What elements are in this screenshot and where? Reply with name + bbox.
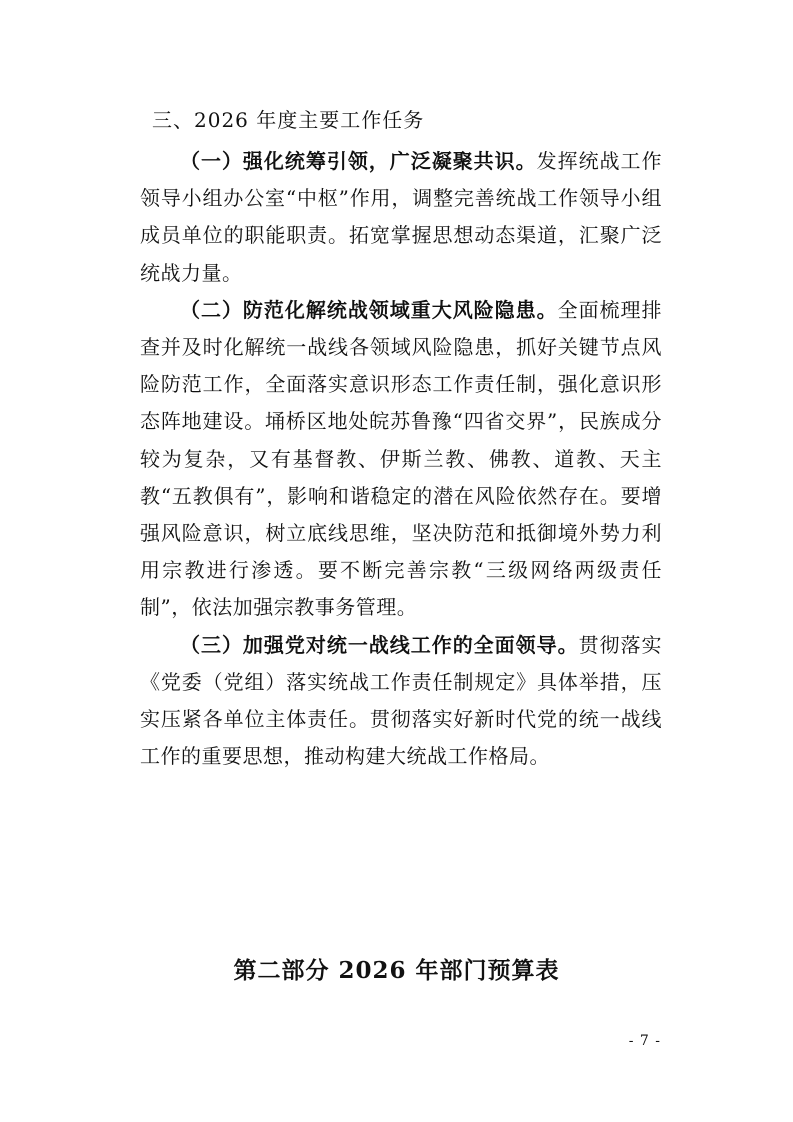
page-number: - 7 - — [628, 1033, 661, 1049]
paragraph-1 — [140, 143, 662, 292]
paragraph-1-body: 发挥统战工作领导小组办公室“中枢”作用，调整完善统战工作领导小组成员单位的职能职责。拓宽掌握思想动态渠道，汇聚广泛统战力量。 — [140, 149, 663, 285]
paragraph-1-title: （一）强化统筹引领，广泛凝聚共识。 — [180, 149, 537, 173]
paragraph-2 — [140, 292, 662, 627]
paragraph-3-body: 贯彻落实《党委（党组）落实统战工作责任制规定》具体举措，压实压紧各单位主体责任。贯彻落实好新时代党的统一战线工作的重要思想，推动构建大统战工作格局。 — [140, 632, 663, 769]
paragraph-2-body: 全面梳理排查并及时化解统一战线各领域风险隐患，抓好关键节点风险防范工作，全面落实意识形态工作责任制，强化意识形态阵地建设。埇桥区地处皖苏鲁豫“四省交界”，民族成分较为复杂，又有基督教、伊斯兰教、佛教、道教、天主教“五教俱有”，影响和谐稳定的潜在风险依然存在。要增强风险意识，树立底线思维，坚决防范和抵御境外势力利用宗教进行渗透。要不断完善宗教“三级网络两级责任制”，依法加强宗教事务管理。 — [140, 297, 663, 620]
part-title: 第二部分 2026 年部门预算表 — [233, 957, 560, 984]
paragraph-3-title: （三）加强党对统一战线工作的全面领导。 — [180, 632, 579, 657]
paragraph-3 — [140, 627, 662, 776]
section-heading: 三、2026 年度主要工作任务 — [152, 108, 425, 132]
paragraph-2-title: （二）防范化解统战领域重大风险隐患。 — [180, 297, 558, 322]
body-content — [140, 143, 662, 775]
